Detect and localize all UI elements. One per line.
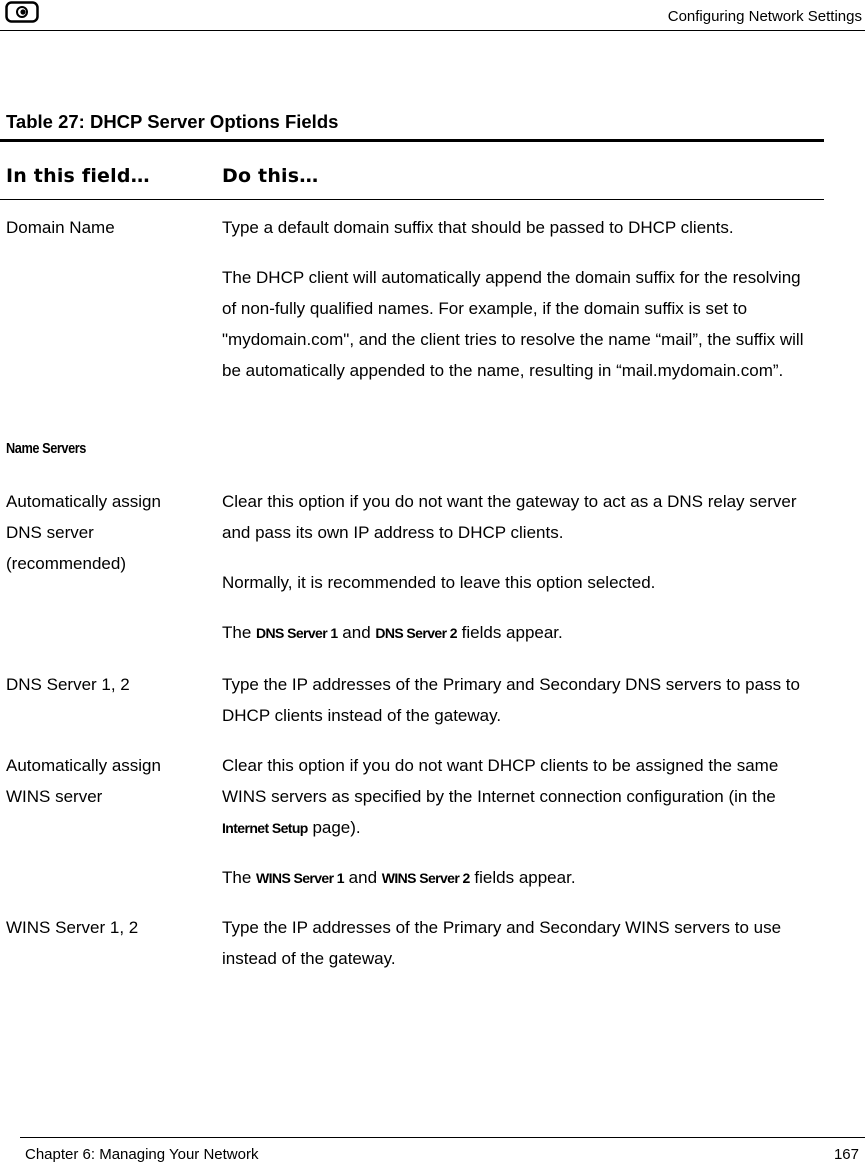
field-wins-server: WINS Server 1, 2 [6,918,139,937]
note-prefix: The [222,623,257,642]
rounded-square-logo-icon [5,1,39,23]
ui-ref-dns-server-2: DNS Server 2 [375,625,457,641]
description-domain-name-1: Type a default domain suffix that should be passed to DHCP clients. [222,218,734,237]
note-suffix: fields appear. [456,623,563,642]
page-header [0,0,865,31]
description-wins-server: Type the IP addresses of the Primary and Secondary WINS servers to use instead of the gateway. [222,918,782,968]
auto-wins-text: Clear this option if you do not want DHCP clients to be assigned the same WINS servers as specified by the Internet connection configuration (in the [222,756,779,806]
section-name-servers: Name Servers [6,440,86,457]
ui-ref-wins-server-2: WINS Server 2 [381,870,470,886]
description-auto-dns-1: Clear this option if you do not want the gateway to act as a DNS relay server and pass its own IP address to DHCP clients. [222,492,797,542]
footer-chapter: Chapter 6: Managing Your Network [25,1146,259,1163]
field-dns-server: DNS Server 1, 2 [6,675,130,694]
auto-wins-text-end: page). [307,818,361,837]
note-suffix: fields appear. [469,868,576,887]
description-dns-server: Type the IP addresses of the Primary and Secondary DNS servers to pass to DHCP clients instead of the gateway. [222,675,800,725]
note-middle: and [337,623,376,642]
column-header-field: In this field… [6,165,150,187]
description-auto-wins-note [222,862,817,894]
field-auto-wins: Automatically assign WINS server [6,756,161,806]
ui-ref-wins-server-1: WINS Server 1 [256,870,344,886]
page-number: 167 [833,1146,859,1163]
ui-ref-internet-setup: Internet Setup [222,820,308,836]
note-middle: and [343,868,382,887]
footer-rule [20,1137,865,1138]
field-domain-name: Domain Name [6,218,115,237]
table-caption: Table 27: DHCP Server Options Fields [6,111,339,132]
column-header-action: Do this… [222,165,319,187]
header-rule [0,199,824,200]
ui-ref-dns-server-1: DNS Server 1 [256,625,338,641]
description-domain-name-2: The DHCP client will automatically append the domain suffix for the resolving of non-fully qualified names. For example, if the domain suffix is set to "mydomain.com", and the client tries to resolve the name “mail”, the suffix will be automatically appended to the name, resulting in “mail.mydomain.com”. [222,268,804,380]
description-auto-dns-2: Normally, it is recommended to leave this option selected. [222,573,656,592]
field-auto-dns: Automatically assign DNS server (recommended) [6,492,161,573]
running-header-title: Configuring Network Settings [667,8,862,25]
description-auto-wins [222,750,817,844]
description-auto-dns-note [222,617,817,649]
note-prefix: The [222,868,257,887]
caption-rule [0,139,824,142]
